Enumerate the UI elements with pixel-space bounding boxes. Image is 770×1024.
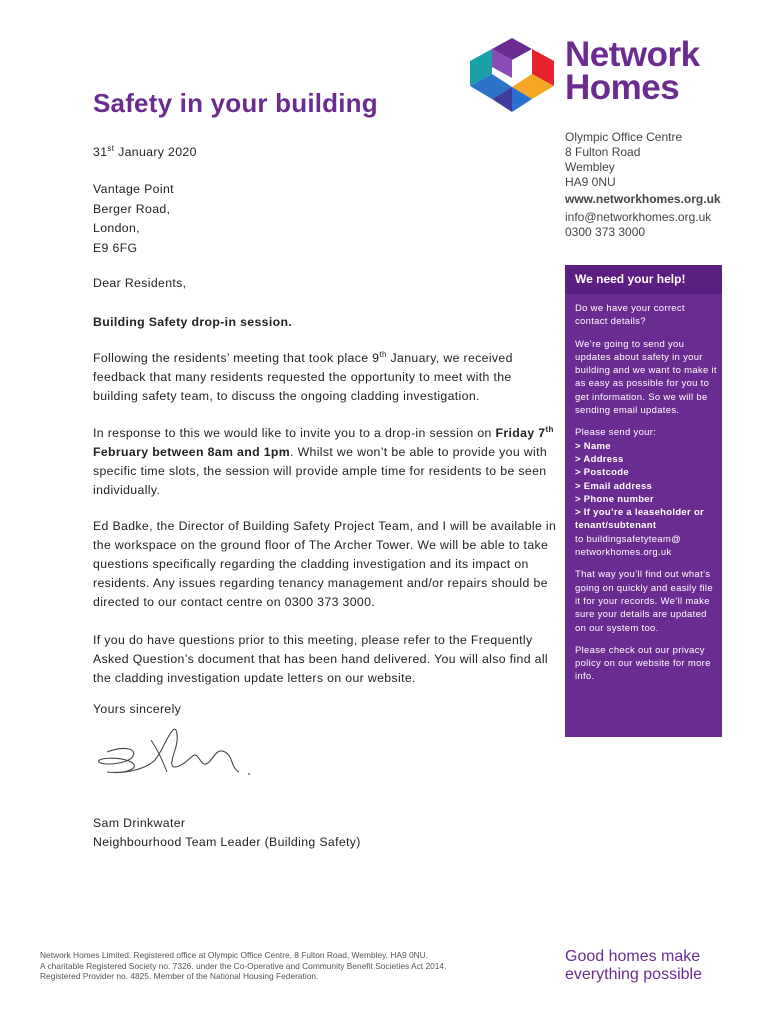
footer-legal-line: Network Homes Limited. Registered office at Olympic Office Centre, 8 Fulton Road, Wembley, HA9 0NU. [40,950,429,960]
panel-list-item: > Address [575,453,624,465]
recipient-address [93,180,174,258]
handwritten-signature [93,722,263,784]
panel-heading: We need your help! [565,265,722,294]
sender-role: Neighbourhood Team Leader (Building Safety) [93,835,361,849]
greeting: Dear Residents, [93,276,187,290]
network-homes-logo-icon [470,38,554,112]
footer-tagline [565,948,702,984]
office-line: HA9 0NU [565,175,616,189]
address-line: E9 6FG [93,240,138,255]
office-line: Olympic Office Centre [565,130,683,144]
p2-bold-date: Friday 7 [495,426,546,440]
contact-details [565,210,711,240]
panel-list-item: > Email address [575,480,653,492]
p2-sup: th [545,424,554,434]
paragraph-2 [93,424,558,500]
phone-number: 0300 373 3000 [565,225,646,239]
footer-legal-line: Registered Provider no. 4825. Member of the National Housing Federation. [40,971,319,981]
help-panel [565,265,722,737]
date-suffix: st [107,143,115,153]
p1-text-a: Following the residents’ meeting that took place 9 [93,351,380,365]
panel-email-line1[interactable]: to buildingsafetyteam@ [575,533,682,545]
address-line: Berger Road, [93,201,171,216]
panel-intro: We’re going to send you updates about safety in your building and we want to make it as easy as possible for you to get information. So we will be sending email updates. [575,338,717,417]
panel-list-item: > Postcode [575,467,629,479]
website-link[interactable]: www.networkhomes.org.uk [565,192,721,206]
panel-list-item: > If you’re a leaseholder or tenant/subtenant [575,507,705,532]
p1-sup: th [379,349,387,359]
email-link[interactable]: info@networkhomes.org.uk [565,210,712,224]
panel-send-label: Please send your: [575,427,657,439]
p1-text-b: January, we received feedback that many residents requested the opportunity to meet with the building safety team, to discuss the ongoing cladding investigation. [93,351,513,403]
closing: Yours sincerely [93,702,182,716]
tagline-line1: Good homes make [565,948,701,965]
logo-line2: Homes [565,68,680,107]
panel-body [575,302,717,693]
p2-text-a: In response to this we would like to invite you to a drop-in session on [93,426,496,440]
paragraph-1 [93,349,543,406]
footer-legal [40,950,446,982]
panel-privacy: Please check out our privacy policy on our website for more info. [575,644,711,683]
page-title: Safety in your building [93,88,378,118]
tagline-line2: everything possible [565,966,702,983]
letter-date [93,143,197,162]
date-day: 31 [93,145,108,159]
logo-wordmark [565,35,700,107]
address-line: Vantage Point [93,182,174,196]
panel-question: Do we have your correct contact details? [575,303,685,328]
office-line: Wembley [565,160,615,174]
panel-email-line2[interactable]: networkhomes.org.uk [575,547,672,559]
date-rest: January 2020 [114,145,197,159]
logo-line1: Network [565,35,700,74]
panel-list-item: > Phone number [575,493,654,505]
sender-name: Sam Drinkwater [93,816,186,830]
paragraph-3: Ed Badke, the Director of Building Safety Project Team, and I will be available in the workspace on the ground floor of The Archer Tower. We will be able to take questions specifically regarding the cladding investigation and its impact on residents. Any issues regarding tenancy management and/or repairs should be directed to our contact centre on 0300 373 3000. [93,519,557,609]
office-address [565,130,682,190]
subject-line: Building Safety drop-in session. [93,315,293,329]
panel-list-item: > Name [575,440,611,452]
p2-text-b: . Whilst we won’t be able to provide you with specific time slots, the session will provide ample time for residents to be seen individually. [93,445,548,497]
panel-outro: That way you’ll find out what’s going on quickly and easily file it for your records. We’ll make sure your details are updated on our system too. [575,569,713,634]
paragraph-4: If you do have questions prior to this meeting, please refer to the Frequently Asked Question’s document that has been hand delivered. You will also find all the cladding investigation update letters on our website. [93,633,549,685]
address-line: London, [93,221,140,235]
footer-legal-line: A charitable Registered Society no. 7326. under the Co-Operative and Community Benefit Societies Act 2014. [40,960,447,971]
p2-bold-time: February between 8am and 1pm [93,445,291,459]
panel-list [575,426,717,559]
office-line: 8 Fulton Road [565,145,641,159]
